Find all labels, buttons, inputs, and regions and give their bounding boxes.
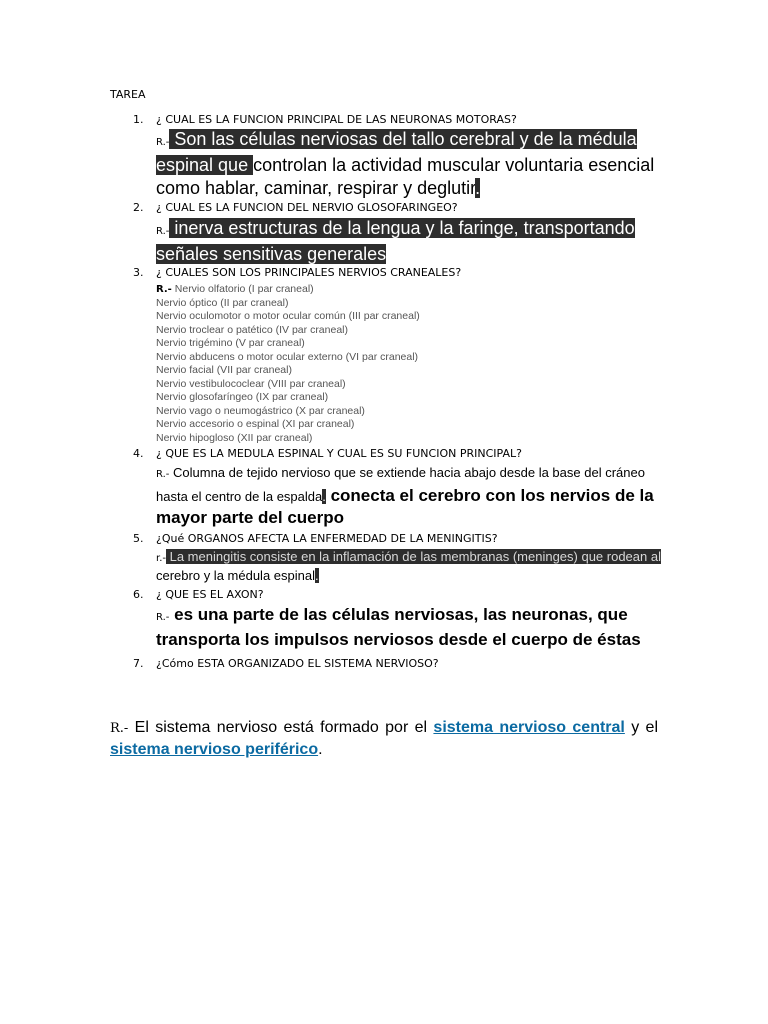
nerve-list	[156, 283, 670, 445]
answer-plain: controlan la actividad muscular voluntaria esencial como hablar, caminar, respirar y deglutir	[156, 155, 655, 198]
question-number: 4.	[133, 447, 144, 460]
question-number: 3.	[133, 266, 144, 279]
nerve-item: Nervio troclear o patético (IV par craneal)	[156, 323, 348, 336]
highlighted-answer: inerva estructuras de la lengua y la faringe, transportando señales sensitivas generales	[156, 218, 635, 264]
question-number: 2.	[133, 201, 144, 214]
question-text: ¿ CUAL ES LA FUNCION PRINCIPAL DE LAS NEURONAS MOTORAS?	[156, 113, 517, 126]
nerve-item: R.- Nervio olfatorio (I par craneal)	[156, 283, 314, 295]
question-number: 6.	[133, 588, 144, 601]
answer-label: R.-	[156, 469, 170, 480]
answer-label: R.-	[156, 612, 170, 623]
nerve-item: Nervio glosofaríngeo (IX par craneal)	[156, 391, 329, 403]
answer-text	[156, 548, 670, 584]
question-item-3	[110, 266, 670, 445]
nerve-item: Nervio oculomotor o motor ocular común (III par craneal)	[156, 310, 420, 322]
link-sistema-nervioso-periferico[interactable]: sistema nervioso periférico	[110, 741, 319, 758]
nerve-item: Nervio abducens o motor ocular externo (VI par craneal)	[156, 350, 419, 363]
answer-text	[156, 128, 670, 200]
question-text: ¿ QUE ES EL AXON?	[156, 588, 264, 601]
question-list	[110, 113, 670, 671]
nerve-item: Nervio accesorio o espinal (XI par craneal)	[156, 418, 355, 430]
answer-label: R.-	[156, 137, 170, 148]
answer-end: .	[314, 568, 319, 583]
question-number: 1.	[133, 113, 144, 126]
answer-plain: cerebro y la médula espinal	[156, 568, 315, 583]
answer-label: R.-	[156, 284, 172, 295]
highlighted-answer: Son las células nerviosas del tallo cerebral y de la médula espinal que	[156, 129, 637, 175]
final-answer-text: El sistema nervioso está formado por el	[128, 719, 434, 736]
question-item-1	[110, 113, 670, 200]
question-number: 7.	[133, 657, 144, 670]
link-sistema-nervioso-central[interactable]: sistema nervioso central	[433, 719, 625, 736]
answer-emphasis: es una parte de las células nerviosas, las neuronas, que transporta los impulsos nerviosos desde el cuerpo de éstas	[156, 605, 641, 649]
question-item-2	[110, 201, 670, 265]
question-item-6	[110, 588, 670, 651]
nerve-item: Nervio trigémino (V par craneal)	[156, 337, 305, 349]
question-item-7	[110, 657, 670, 671]
answer-text	[156, 217, 670, 265]
answer-label: r.-	[156, 553, 166, 564]
nerve-item: Nervio vestibulococlear (VIII par craneal)	[156, 377, 346, 390]
final-answer-text: y el	[624, 719, 658, 736]
question-text: ¿ QUE ES LA MEDULA ESPINAL Y CUAL ES SU FUNCION PRINCIPAL?	[156, 447, 522, 460]
answer-emphasis: conecta el cerebro con los nervios de la mayor parte del cuerpo	[156, 486, 654, 527]
nerve-item: Nervio vago o neumogástrico (X par craneal)	[156, 404, 365, 417]
question-item-5	[110, 532, 670, 584]
answer-end: .	[475, 178, 481, 198]
answer-label: R.-	[110, 721, 129, 736]
answer-text	[156, 604, 670, 651]
nerve-item: Nervio óptico (II par craneal)	[156, 296, 289, 309]
answer-end: .	[322, 489, 326, 504]
question-text: ¿ CUAL ES LA FUNCION DEL NERVIO GLOSOFARINGEO?	[156, 201, 458, 214]
answer-text	[156, 462, 670, 529]
question-number: 5.	[133, 532, 144, 545]
document-title: TAREA	[110, 88, 146, 101]
nerve-item: Nervio facial (VII par craneal)	[156, 364, 292, 376]
question-text: ¿Cómo ESTA ORGANIZADO EL SISTEMA NERVIOSO?	[156, 657, 439, 670]
answer-label: R.-	[156, 226, 170, 237]
final-answer-text: .	[318, 741, 323, 758]
nerve-item: Nervio hipogloso (XII par craneal)	[156, 431, 313, 444]
answer-plain: Columna de tejido nervioso que se extiende hacia abajo desde la base del cráneo hasta el centro de la espalda	[156, 465, 645, 504]
highlighted-answer: La meningitis consiste en la inflamación de las membranas (meninges) que rodean al	[165, 549, 661, 564]
question-text: ¿Qué ORGANOS AFECTA LA ENFERMEDAD DE LA MENINGITIS?	[156, 532, 498, 545]
question-text: ¿ CUALES SON LOS PRINCIPALES NERVIOS CRANEALES?	[156, 266, 462, 279]
question-item-4	[110, 447, 670, 529]
final-answer	[110, 717, 658, 760]
